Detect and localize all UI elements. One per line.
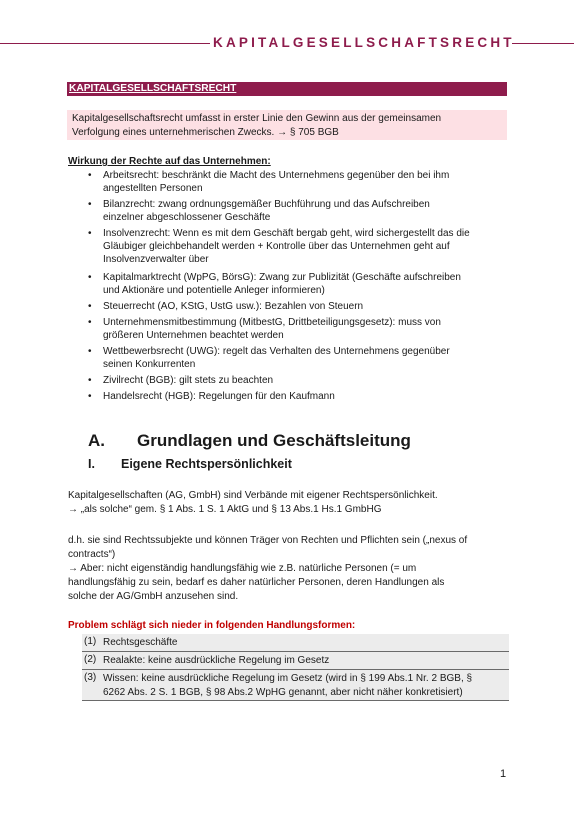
page-number: 1: [500, 768, 507, 780]
list-item-line: Kapitalmarktrecht (WpPG, BörsG): Zwang zur Publizität (Geschäfte aufschreiben: [103, 272, 461, 283]
bullet-icon: •: [88, 317, 92, 328]
list-item-line: Arbeitsrecht: beschränkt die Macht des Unternehmens gegenüber den bei ihm: [103, 170, 450, 181]
heading-a-number: A.: [88, 431, 105, 450]
paragraph-line: Kapitalgesellschaften (AG, GmbH) sind Verbände mit eigener Rechtspersönlichkeit.: [68, 490, 438, 501]
list-item-line: Zivilrecht (BGB): gilt stets zu beachten: [103, 375, 274, 386]
effects-heading: Wirkung der Rechte auf das Unternehmen:: [68, 156, 271, 167]
problem-item-number: (3): [84, 672, 97, 683]
bullet-icon: •: [88, 228, 92, 239]
bullet-icon: •: [88, 170, 92, 181]
list-item-line: Unternehmensmitbestimmung (MitbestG, Drittbeteiligungsgesetz): muss von: [103, 317, 441, 328]
problem-item: [82, 652, 509, 670]
heading-a-title: Grundlagen und Geschäftsleitung: [137, 431, 411, 450]
bullet-icon: •: [88, 301, 92, 312]
paragraph-line: contracts“): [68, 549, 116, 560]
problem-item: [82, 670, 509, 701]
problem-heading: Problem schlägt sich nieder in folgenden Handlungsformen:: [68, 620, 356, 631]
bullet-icon: •: [88, 272, 92, 283]
section-bar-label: KAPITALGESELLSCHAFTSRECHT: [69, 83, 237, 94]
bullet-icon: •: [88, 391, 92, 402]
problem-item: [82, 634, 509, 652]
paragraph-line: solche der AG/GmbH anzusehen sind.: [68, 591, 239, 602]
list-item-line: seinen Konkurrenten: [103, 359, 196, 370]
paragraph-line: handlungsfähig zu sein, bedarf es daher natürlicher Personen, deren Handlungen als: [68, 577, 445, 588]
problem-item-text: Realakte: keine ausdrückliche Regelung im Gesetz: [103, 655, 330, 666]
list-item-line: Insolvenzverwalter über: [103, 254, 209, 265]
problem-item-text: 6262 Abs. 2 S. 1 BGB, § 98 Abs.2 WpHG genannt, aber nicht näher konkretisiert): [103, 687, 463, 698]
list-item-line: Bilanzrecht: zwang ordnungsgemäßer Buchführung und das Aufschreiben: [103, 199, 430, 210]
problem-item-number: (2): [84, 654, 97, 665]
header-rule-left: [0, 43, 210, 44]
list-item-line: Insolvenzrecht: Wenn es mit dem Geschäft bergab geht, wird sichergestellt das die: [103, 228, 470, 239]
definition-line-1: Kapitalgesellschaftsrecht umfasst in erster Linie den Gewinn aus der gemeinsamen: [72, 113, 442, 124]
bullet-icon: •: [88, 346, 92, 357]
header-title: KAPITALGESELLSCHAFTSRECHT: [213, 35, 515, 50]
bullet-icon: •: [88, 375, 92, 386]
heading-i-number: I.: [88, 457, 95, 471]
header-rule-right: [512, 43, 574, 44]
list-item-line: größeren Unternehmen beachtet werden: [103, 330, 284, 341]
problem-item-number: (1): [84, 636, 97, 647]
paragraph-line: d.h. sie sind Rechtssubjekte und können Träger von Rechten und Pflichten sein („nexus of: [68, 535, 468, 546]
problem-item-text: Wissen: keine ausdrückliche Regelung im Gesetz (wird in § 199 Abs.1 Nr. 2 BGB, §: [103, 673, 473, 684]
paragraph-line: → „als solche“ gem. § 1 Abs. 1 S. 1 AktG und § 13 Abs.1 Hs.1 GmbHG: [68, 504, 382, 515]
list-item-line: angestellten Personen: [103, 183, 203, 194]
list-item-line: Wettbewerbsrecht (UWG): regelt das Verhalten des Unternehmens gegenüber: [103, 346, 450, 357]
heading-i-title: Eigene Rechtspersönlichkeit: [121, 457, 292, 471]
list-item-line: einzelner abgeschlossener Geschäfte: [103, 212, 271, 223]
list-item-line: und Aktionäre und potentielle Anleger informieren): [103, 285, 325, 296]
list-item-line: Gläubiger gleichbehandelt werden + Kontrolle über das Unternehmen geht auf: [103, 241, 450, 252]
list-item-line: Steuerrecht (AO, KStG, UstG usw.): Bezahlen von Steuern: [103, 301, 364, 312]
definition-line-2: Verfolgung eines unternehmerischen Zwecks. → § 705 BGB: [72, 127, 339, 138]
definition-box: [67, 110, 507, 140]
paragraph-line: → Aber: nicht eigenständig handlungsfähig wie z.B. natürliche Personen (= um: [68, 563, 417, 574]
bullet-icon: •: [88, 199, 92, 210]
list-item-line: Handelsrecht (HGB): Regelungen für den Kaufmann: [103, 391, 335, 402]
section-bar: [67, 82, 507, 96]
problem-item-text: Rechtsgeschäfte: [103, 637, 178, 648]
